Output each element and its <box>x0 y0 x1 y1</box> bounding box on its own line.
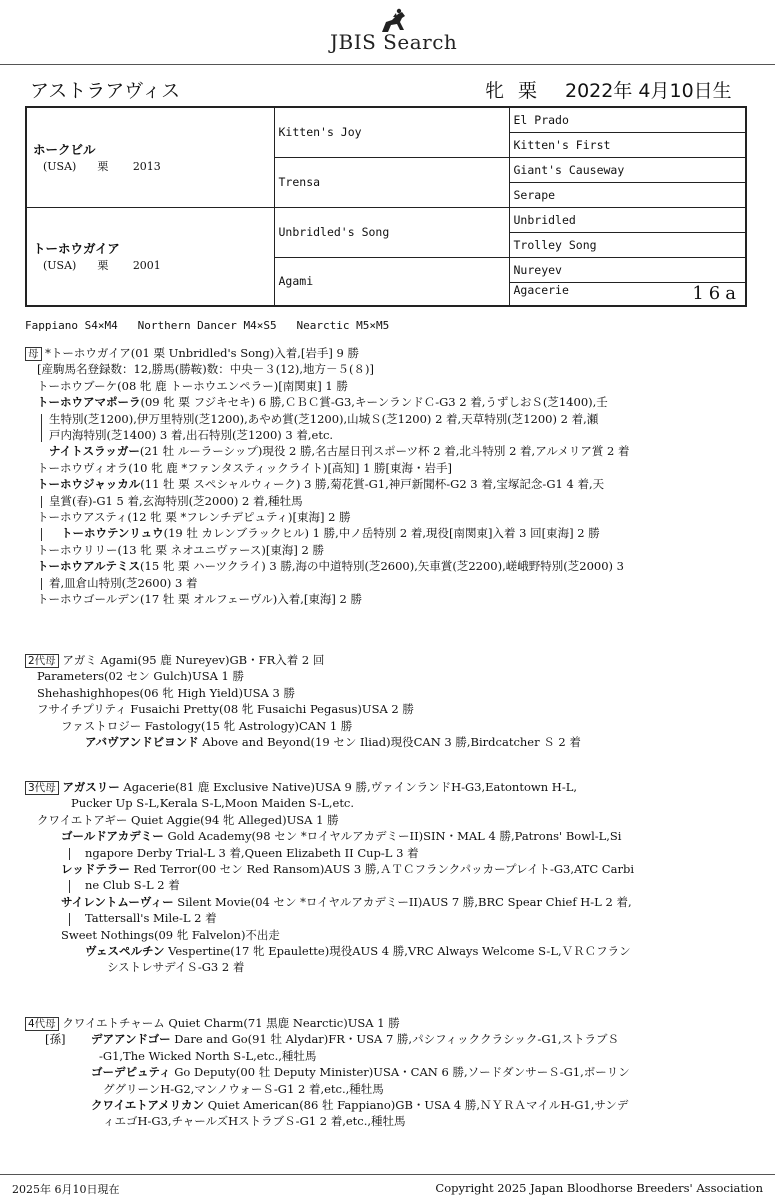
notable-horse-name[interactable]: デアアンドゴー <box>91 1032 171 1047</box>
family-entry <box>25 394 630 410</box>
horse-record: (19 牡 カレンブラックヒル) 1 勝,中ノ岳特別 2 着,現役[南関東]入着 3 回[東海] 2 勝 <box>163 526 600 541</box>
generation-label: 2代母 <box>25 654 59 668</box>
notable-horse-name[interactable]: ゴールドアカデミー <box>61 829 164 844</box>
pedigree-g3-cell[interactable]: Trolley Song <box>509 232 746 257</box>
horse-record: 着,皿倉山特別(芝2600) 3 着 <box>49 575 198 590</box>
footer-divider <box>0 1174 775 1175</box>
notable-horse-name[interactable]: ヴェスペルチン <box>85 944 165 959</box>
family-entry <box>25 427 630 443</box>
header-divider <box>0 64 775 65</box>
horse-record: 戸内海特別(芝1400) 3 着,出石特別(芝1200) 3 着,etc. <box>49 428 334 443</box>
family-entry <box>25 1048 630 1064</box>
third-dam-section <box>25 779 634 976</box>
family-entry <box>25 378 630 394</box>
family-entry <box>25 668 581 684</box>
family-entry <box>25 525 630 541</box>
family-entry <box>25 701 581 717</box>
notable-horse-name[interactable]: トーホウアルテミス <box>37 559 141 574</box>
horse-record: Parameters(02 セン Gulch)USA 1 勝 <box>37 669 245 684</box>
horse-record: Go Deputy(00 牡 Deputy Minister)USA・CAN 6 勝,ソードダンサーＳ-G1,ボーリン <box>170 1065 630 1080</box>
continuation-bar <box>41 496 42 508</box>
generation-label: 母 <box>25 347 42 361</box>
continuation-bar <box>41 578 42 590</box>
horse-record: アガミ Agami(95 鹿 Nureyev)GB・FR入着 2 回 <box>62 653 325 667</box>
horse-record: トーホウゴールデン(17 牡 栗 オルフェーヴル)入着,[東海] 2 勝 <box>37 592 362 607</box>
grandchildren-label: [孫] <box>45 1032 66 1047</box>
jbis-logo[interactable] <box>330 8 460 54</box>
notable-horse-name[interactable]: トーホウテンリュウ <box>61 526 164 541</box>
horse-record: ィエゴH-G3,チャールズHストラブＳ-G1 2 着,etc.,種牡馬 <box>103 1114 406 1129</box>
logo-text: JBIS Search <box>330 30 458 54</box>
dam-section <box>25 345 630 608</box>
family-entry <box>25 1015 630 1031</box>
horse-record: ファストロジー Fastology(15 牝 Astrology)CAN 1 勝 <box>61 718 353 733</box>
family-entry <box>25 861 634 877</box>
fourth-dam-section <box>25 1015 630 1130</box>
pedigree-g3-cell[interactable]: Nureyev <box>509 257 746 282</box>
horse-record: Quiet American(86 牡 Fappiano)GB・USA 4 勝,ＮＹＲＡマイルH-G1,サンデ <box>204 1098 629 1113</box>
family-entry <box>25 959 634 975</box>
family-entry <box>25 591 630 607</box>
family-entry <box>25 1081 630 1097</box>
second-dam-section <box>25 652 581 750</box>
horse-record: Above and Beyond(19 セン Iliad)現役CAN 3 勝,Birdcatcher Ｓ 2 着 <box>198 735 581 750</box>
horse-record: フサイチプリティ Fusaichi Pretty(08 牝 Fusaichi Pegasus)USA 2 勝 <box>37 702 414 717</box>
pedigree-dam[interactable] <box>26 207 274 306</box>
horse-record: クワイエトチャーム Quiet Charm(71 黒鹿 Nearctic)USA 1 勝 <box>62 1016 400 1030</box>
horse-record: -G1,The Wicked North S-L,etc.,種牡馬 <box>99 1048 317 1063</box>
family-entry <box>25 1031 630 1047</box>
family-entry <box>25 476 630 492</box>
family-entry <box>25 910 634 926</box>
family-entry <box>25 1064 630 1080</box>
continuation-bar <box>69 880 70 892</box>
horse-record: Red Terror(00 セン Red Ransom)AUS 3 勝,ＡＴＣフランクパッカープレイト-G3,ATC Carbi <box>129 862 635 877</box>
family-entry <box>25 795 634 811</box>
pedigree-g2-cell[interactable]: Kitten's Joy <box>274 107 509 157</box>
sire-name: ホークビル <box>33 142 96 158</box>
sire-details: (USA) 栗 2013 <box>43 160 161 174</box>
horse-record: Gold Academy(98 セン *ロイヤルアカデミーII)SIN・MAL 4 勝,Patrons' Bowl-L,Si <box>163 829 622 844</box>
pedigree-g3-cell[interactable]: Unbridled <box>509 207 746 232</box>
family-entry <box>25 927 634 943</box>
copyright: Copyright 2025 Japan Bloodhorse Breeders' Association <box>435 1181 763 1195</box>
family-entry <box>25 894 634 910</box>
notable-horse-name[interactable]: クワイエトアメリカン <box>91 1098 205 1113</box>
family-entry <box>25 652 581 668</box>
notable-horse-name[interactable]: トーホウジャッカル <box>37 477 141 492</box>
horse-record: 皇賞(春)-G1 5 着,玄海特別(芝2000) 2 着,種牡馬 <box>49 493 303 508</box>
horse-title-row <box>30 76 745 102</box>
pedigree-g3-cell[interactable]: Kitten's First <box>509 132 746 157</box>
horse-record: (11 牡 栗 スペシャルウィーク) 3 勝,菊花賞-G1,神戸新聞杯-G2 3 着,宝塚記念-G1 4 着,天 <box>140 477 605 492</box>
as-of-date: 2025年 6月10日現在 <box>12 1183 120 1196</box>
horse-record: Vespertine(17 牝 Epaulette)現役AUS 4 勝,VRC Always Welcome S-L,ＶＲＣフラン <box>164 944 631 959</box>
dam-name: トーホウガイア <box>33 241 120 257</box>
family-entry <box>25 828 634 844</box>
pedigree-g2-cell[interactable]: Unbridled's Song <box>274 207 509 257</box>
family-entry <box>25 1097 630 1113</box>
pedigree-sire[interactable] <box>26 107 274 207</box>
horse-record: トーホウアスティ(12 牝 栗 *フレンチデピュティ)[東海] 2 勝 <box>37 510 351 525</box>
family-entry <box>25 845 634 861</box>
family-entry <box>25 718 581 734</box>
family-entry <box>25 943 634 959</box>
family-entry <box>25 575 630 591</box>
horse-birth-date: 2022年 4月10日生 <box>565 80 732 102</box>
horse-record: (21 牡 ルーラーシップ)現役 2 勝,名古屋日刊スポーツ杯 2 着,北斗特別 2 着,アルメリア賞 2 着 <box>139 444 630 459</box>
pedigree-g3-cell[interactable] <box>509 282 746 306</box>
horse-record: ググリーンH-G2,マンノウォーＳ-G1 2 着,etc.,種牡馬 <box>103 1081 384 1096</box>
continuation-bar <box>41 414 42 443</box>
notable-horse-name[interactable]: アガスリー <box>62 780 120 794</box>
horse-record: Agacerie(81 鹿 Exclusive Native)USA 9 勝,ヴァインランドH-G3,Eatontown H-L, <box>119 780 577 794</box>
family-entry <box>25 685 581 701</box>
generation-label: 4代母 <box>25 1017 59 1031</box>
family-entry <box>25 411 630 427</box>
horse-record: *トーホウガイア(01 栗 Unbridled's Song)入着,[岩手] 9 勝 <box>45 346 360 360</box>
pedigree-table <box>25 106 747 307</box>
horse-record: (09 牝 栗 フジキセキ) 6 勝,ＣＢＣ賞-G3,キーンランドＣ-G3 2 着,うずしおＳ(芝1400),壬 <box>140 395 608 410</box>
family-entry <box>25 443 630 459</box>
notable-horse-name[interactable]: ゴーデピュティ <box>91 1065 171 1080</box>
horse-record: [産駒馬名登録数：12,勝馬(勝鞍)数：中央－３(12),地方－５(８)] <box>37 362 374 377</box>
family-entry <box>25 877 634 893</box>
family-entry <box>25 542 630 558</box>
family-entry <box>25 460 630 476</box>
continuation-bar <box>41 528 42 540</box>
family-entry <box>25 734 581 750</box>
family-number: 16a <box>692 283 741 305</box>
horse-record: トーホウヴィオラ(10 牝 鹿 *ファンタスティックライト)[高知] 1 勝[東海・岩手] <box>37 460 453 475</box>
horse-record: Pucker Up S-L,Kerala S-L,Moon Maiden S-L,etc. <box>71 796 355 811</box>
family-entry <box>25 361 630 377</box>
horse-name: アストラアヴィス <box>30 80 181 102</box>
horse-record: Silent Movie(04 セン *ロイヤルアカデミーII)AUS 7 勝,BRC Spear Chief H-L 2 着, <box>173 894 632 909</box>
horse-record: 生特別(芝1200),伊万里特別(芝1200),あやめ賞(芝1200),山城Ｓ(芝1200) 2 着,天草特別(芝1200) 2 着,瀬 <box>49 411 599 426</box>
horse-record: クワイエトアギー Quiet Aggie(94 牝 Alleged)USA 1 勝 <box>37 812 339 827</box>
family-entry <box>25 812 634 828</box>
notable-horse-name[interactable]: サイレントムーヴィー <box>61 894 174 909</box>
pedigree-g3-cell[interactable]: El Prado <box>509 107 746 132</box>
generation-label: 3代母 <box>25 781 59 795</box>
pedigree-g3-cell[interactable]: Serape <box>509 182 746 207</box>
horse-sex-color: 牝 栗 <box>485 80 542 102</box>
family-entry <box>25 558 630 574</box>
pedigree-g3-cell[interactable]: Giant's Causeway <box>509 157 746 182</box>
notable-horse-name[interactable]: ナイトスラッガー <box>49 444 140 459</box>
horse-record: Dare and Go(91 牡 Alydar)FR・USA 7 勝,パシフィッククラシック-G1,ストラブＳ <box>170 1032 619 1047</box>
notable-horse-name[interactable]: レッドテラー <box>61 862 130 877</box>
horse-record: (15 牝 栗 ハーツクライ) 3 勝,海の中道特別(芝2600),矢車賞(芝2200),嵯峨野特別(芝2000) 3 <box>140 559 624 574</box>
family-entry <box>25 493 630 509</box>
horse-record: トーホウブーケ(08 牝 鹿 トーホウエンペラー)[南関東] 1 勝 <box>37 378 348 393</box>
family-entry <box>25 345 630 361</box>
family-entry <box>25 1113 630 1129</box>
horse-record: シストレサデイＳ-G3 2 着 <box>107 960 245 975</box>
horse-record: トーホウリリー(13 牝 栗 ネオユニヴァース)[東海] 2 勝 <box>37 542 325 557</box>
pedigree-g2-cell[interactable]: Agami <box>274 257 509 306</box>
horse-record: Shehashighhopes(06 牝 High Yield)USA 3 勝 <box>37 685 295 700</box>
dam-details: (USA) 栗 2001 <box>43 259 161 273</box>
pedigree-g2-cell[interactable]: Trensa <box>274 157 509 207</box>
horse-record: Tattersall's Mile-L 2 着 <box>85 911 217 926</box>
continuation-bar <box>69 913 70 925</box>
family-entry <box>25 779 634 795</box>
notable-horse-name[interactable]: トーホウアマポーラ <box>37 395 141 410</box>
notable-horse-name[interactable]: アバヴアンドビヨンド <box>85 735 199 750</box>
horse-record: ngapore Derby Trial-L 3 着,Queen Elizabeth II Cup-L 3 着 <box>85 845 419 860</box>
continuation-bar <box>69 848 70 860</box>
horse-record: ne Club S-L 2 着 <box>85 878 180 893</box>
family-entry <box>25 509 630 525</box>
pedigree-g3-name: Agacerie <box>513 283 569 298</box>
inbreeding-line: Fappiano S4×M4 Northern Dancer M4×S5 Nearctic M5×M5 <box>25 319 390 332</box>
horse-record: Sweet Nothings(09 牝 Falvelon)不出走 <box>61 927 280 942</box>
